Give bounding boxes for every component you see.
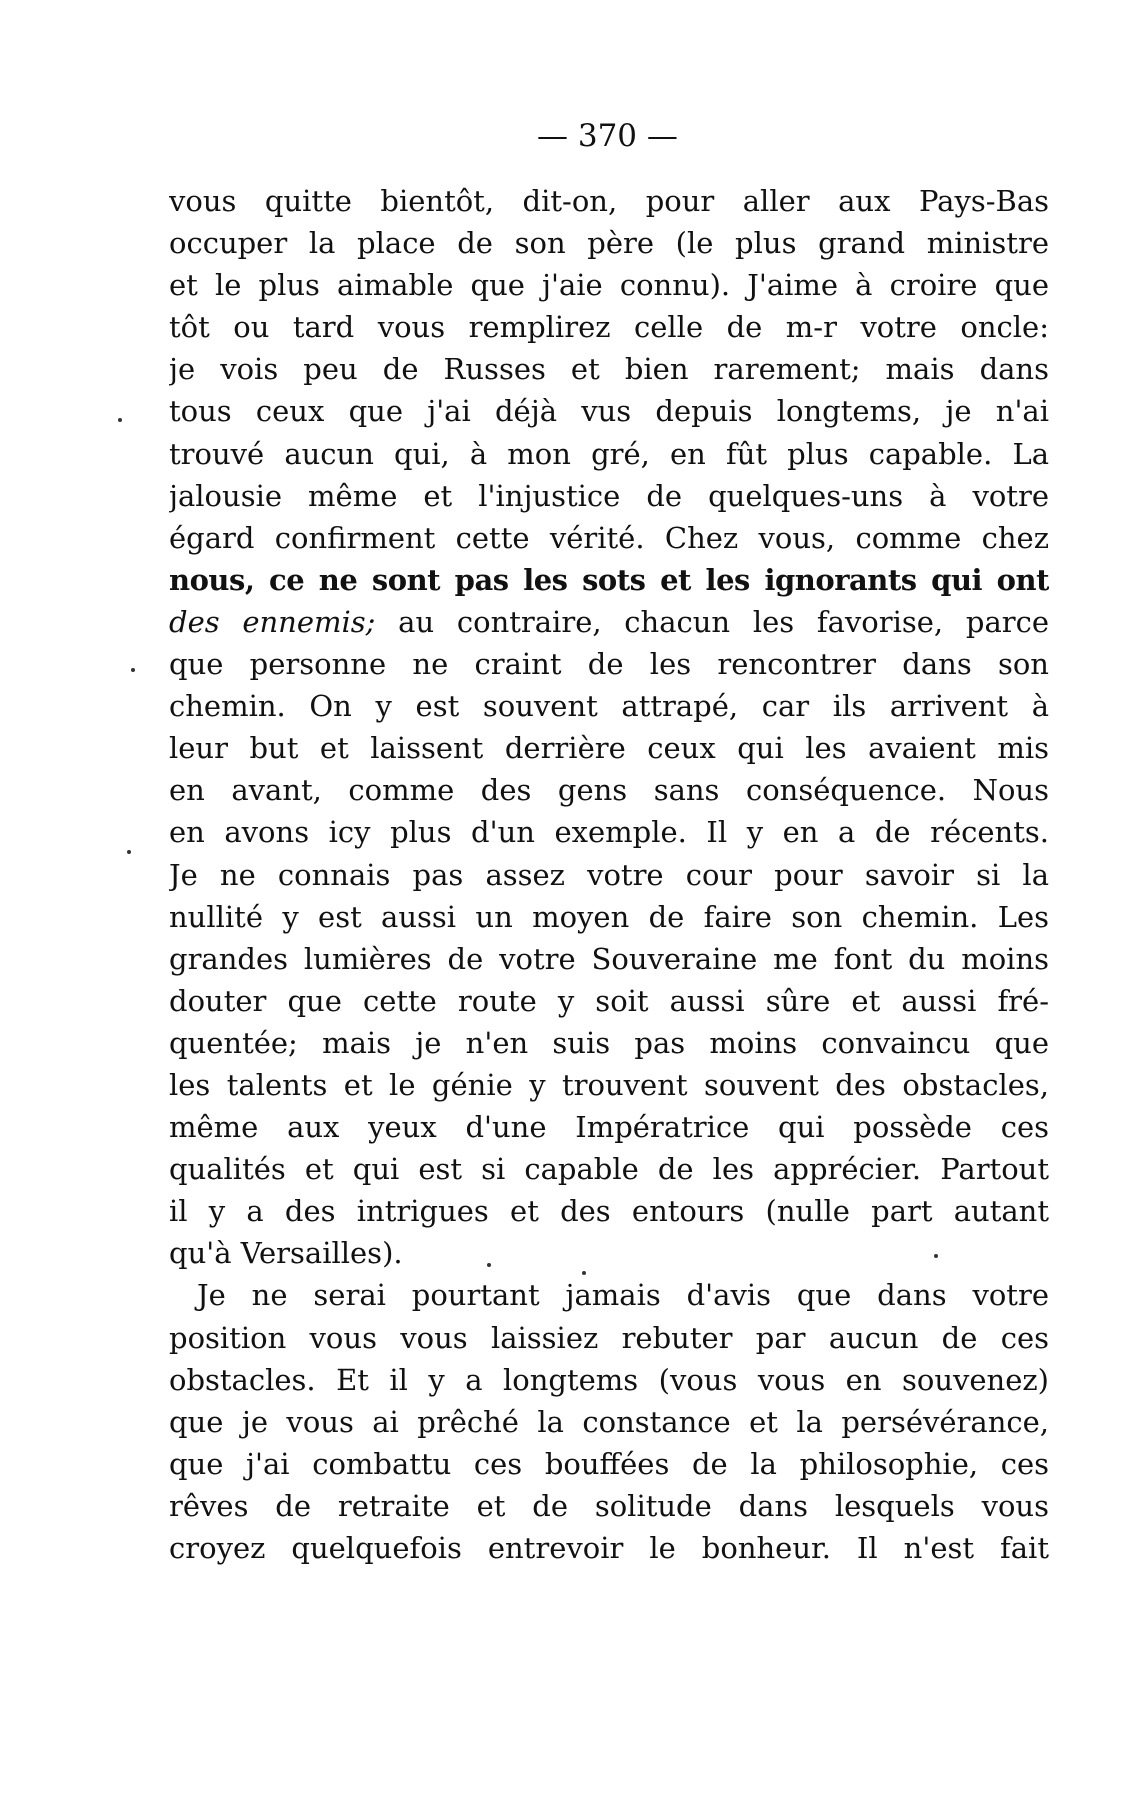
text-line: que personne ne craint de les rencontrer dans son xyxy=(169,647,1049,682)
text-line: que j'ai combattu ces bouffées de la philosophie, ces xyxy=(169,1446,1049,1481)
text-line: occuper la place de son père (le plus grand ministre xyxy=(169,226,1049,261)
line-remainder: au contraire, chacun les favorise, parce xyxy=(375,604,1049,639)
text-line: quentée; mais je n'en suis pas moins convaincu que xyxy=(169,1025,1049,1060)
text-line: chemin. On y est souvent attrapé, car ils arrivent à xyxy=(169,689,1049,724)
text-line: en avant, comme des gens sans conséquence. Nous xyxy=(169,773,1049,808)
text-line-smudged: nous, ce ne sont pas les sots et les ignorants qui ont xyxy=(169,562,1049,597)
text-line-paragraph-end: qu'à Versailles). xyxy=(169,1236,403,1271)
scan-speck xyxy=(582,1271,586,1275)
scan-speck xyxy=(487,1263,491,1267)
text-line: vous quitte bientôt, dit-on, pour aller aux Pays-Bas xyxy=(169,184,1049,218)
text-line: il y a des intrigues et des entours (nulle part autant xyxy=(169,1194,1049,1229)
page-number: — 370 — xyxy=(537,118,678,154)
text-line: même aux yeux d'une Impératrice qui possède ces xyxy=(169,1110,1049,1145)
text-line: jalousie même et l'injustice de quelques-uns à votre xyxy=(169,478,1049,513)
text-line: qualités et qui est si capable de les apprécier. Partout xyxy=(169,1152,1049,1187)
text-line: leur but et laissent derrière ceux qui les avaient mis xyxy=(169,731,1049,766)
scan-speck xyxy=(934,1254,938,1258)
scan-speck xyxy=(127,850,131,854)
text-line: en avons icy plus d'un exemple. Il y en a de récents. xyxy=(169,815,1049,850)
text-line-mixed xyxy=(169,601,1049,643)
text-line: grandes lumières de votre Souveraine me font du moins xyxy=(169,941,1049,976)
text-line: obstacles. Et il y a longtems (vous vous en souvenez) xyxy=(169,1362,1049,1397)
text-line: trouvé aucun qui, à mon gré, en fût plus capable. La xyxy=(169,436,1049,471)
text-line: croyez quelquefois entrevoir le bonheur. Il n'est fait xyxy=(169,1531,1049,1565)
text-line: Je ne connais pas assez votre cour pour savoir si la xyxy=(169,857,1049,892)
text-line: je vois peu de Russes et bien rarement; mais dans xyxy=(169,352,1049,387)
text-line: douter que cette route y soit aussi sûre et aussi fré- xyxy=(169,983,1049,1018)
text-line: position vous vous laissiez rebuter par aucun de ces xyxy=(169,1320,1049,1355)
body-text xyxy=(169,180,1049,1569)
text-line: égard confirment cette vérité. Chez vous, comme chez xyxy=(169,520,1049,555)
text-line-paragraph-start: Je ne serai pourtant jamais d'avis que dans votre xyxy=(197,1278,1049,1313)
text-line: les talents et le génie y trouvent souvent des obstacles, xyxy=(169,1067,1049,1102)
text-line: nullité y est aussi un moyen de faire son chemin. Les xyxy=(169,899,1049,934)
text-line: tous ceux que j'ai déjà vus depuis longtems, je n'ai xyxy=(169,394,1049,429)
text-line: rêves de retraite et de solitude dans lesquels vous xyxy=(169,1488,1049,1523)
text-line: que je vous ai prêché la constance et la persévérance, xyxy=(169,1404,1049,1439)
text-line: et le plus aimable que j'aie connu). J'aime à croire que xyxy=(169,268,1049,303)
text-line: tôt ou tard vous remplirez celle de m-r votre oncle: xyxy=(169,310,1049,345)
scan-speck xyxy=(131,668,135,672)
italic-phrase: des ennemis; xyxy=(169,604,376,639)
scan-speck xyxy=(118,418,122,422)
